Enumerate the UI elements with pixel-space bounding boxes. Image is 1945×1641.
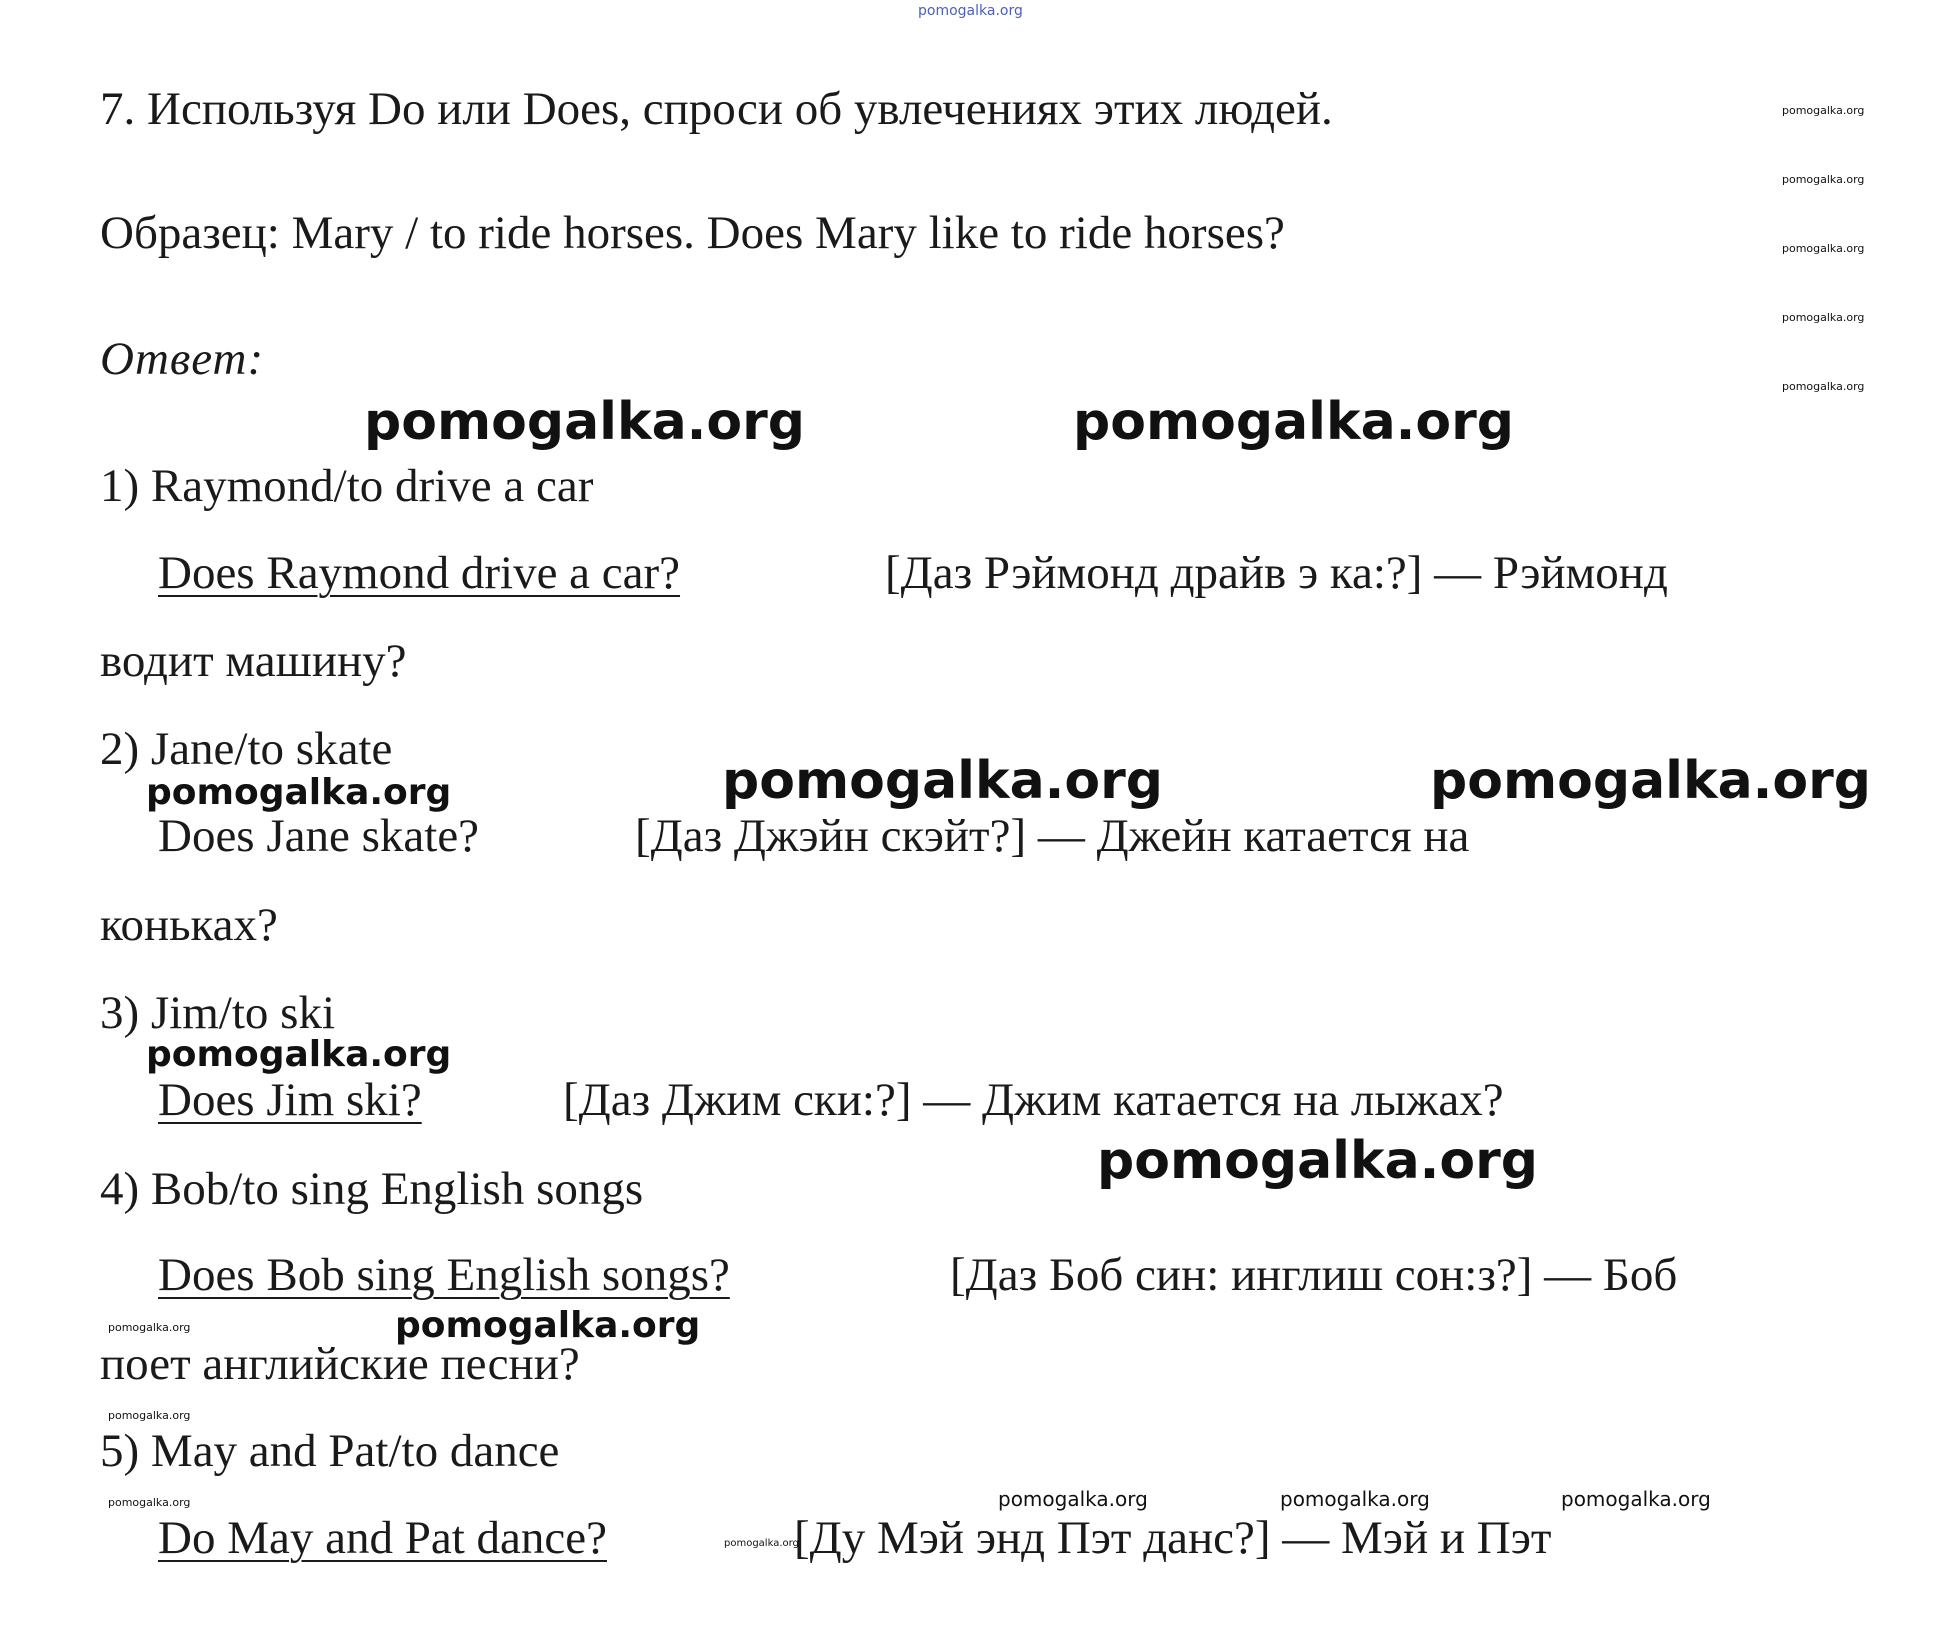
watermark-right-2: pomogalka.org [1782, 173, 1865, 186]
item-1-transcription: [Даз Рэймонд драйв э ка:?] — Рэймонд [885, 547, 1668, 599]
item-1-question: Does Raymond drive a car? [158, 547, 681, 599]
watermark-big-4: pomogalka.org [1430, 751, 1872, 811]
watermark-big-3: pomogalka.org [722, 751, 1164, 811]
item-2-translation-cont: коньках? [100, 899, 278, 951]
example-line: Образец: Mary / to ride horses. Does Mary like to ride horses? [100, 207, 1285, 259]
item-1-prompt: 1) Raymond/to drive a car [100, 460, 594, 512]
watermark-big-5: pomogalka.org [1097, 1131, 1539, 1191]
watermark-small-2: pomogalka.org [1280, 1487, 1430, 1511]
watermark-medium-2: pomogalka.org [146, 1034, 452, 1075]
watermark-right-1: pomogalka.org [1782, 104, 1865, 117]
item-1-translation-cont: водит машину? [100, 635, 407, 687]
watermark-tiny-4: pomogalka.org [724, 1538, 799, 1549]
watermark-big-1: pomogalka.org [364, 392, 806, 452]
watermark-small-3: pomogalka.org [1561, 1487, 1711, 1511]
item-5-question: Do May and Pat dance? [158, 1512, 607, 1564]
watermark-medium-1: pomogalka.org [146, 772, 452, 813]
item-4-translation-cont: поет английские песни? [100, 1338, 580, 1390]
watermark-tiny-1: pomogalka.org [108, 1321, 191, 1334]
watermark-right-3: pomogalka.org [1782, 242, 1865, 255]
header-watermark: pomogalka.org [918, 3, 1023, 19]
answer-label: Ответ: [100, 333, 265, 385]
task-title: 7. Используя Do или Does, спроси об увлечениях этих людей. [100, 83, 1333, 135]
item-3-prompt: 3) Jim/to ski [100, 987, 336, 1039]
watermark-tiny-3: pomogalka.org [108, 1496, 191, 1509]
item-2-prompt: 2) Jane/to skate [100, 723, 393, 775]
item-5-prompt: 5) May and Pat/to dance [100, 1425, 560, 1477]
item-5-transcription: [Ду Мэй энд Пэт данс?] — Мэй и Пэт [794, 1512, 1552, 1564]
watermark-right-5: pomogalka.org [1782, 380, 1865, 393]
item-2-transcription: [Даз Джэйн скэйт?] — Джейн катается на [635, 810, 1470, 862]
watermark-right-4: pomogalka.org [1782, 311, 1865, 324]
watermark-big-2: pomogalka.org [1073, 392, 1515, 452]
item-3-question: Does Jim ski? [158, 1074, 422, 1126]
item-2-question: Does Jane skate? [158, 810, 480, 862]
item-4-question: Does Bob sing English songs? [158, 1249, 730, 1301]
item-4-prompt: 4) Bob/to sing English songs [100, 1163, 644, 1215]
watermark-small-1: pomogalka.org [998, 1487, 1148, 1511]
item-3-transcription: [Даз Джим ски:?] — Джим катается на лыжах? [563, 1074, 1504, 1126]
watermark-tiny-2: pomogalka.org [108, 1409, 191, 1422]
item-4-transcription: [Даз Боб син: инглиш сон:з?] — Боб [950, 1249, 1678, 1301]
watermark-medium-3: pomogalka.org [395, 1305, 701, 1346]
